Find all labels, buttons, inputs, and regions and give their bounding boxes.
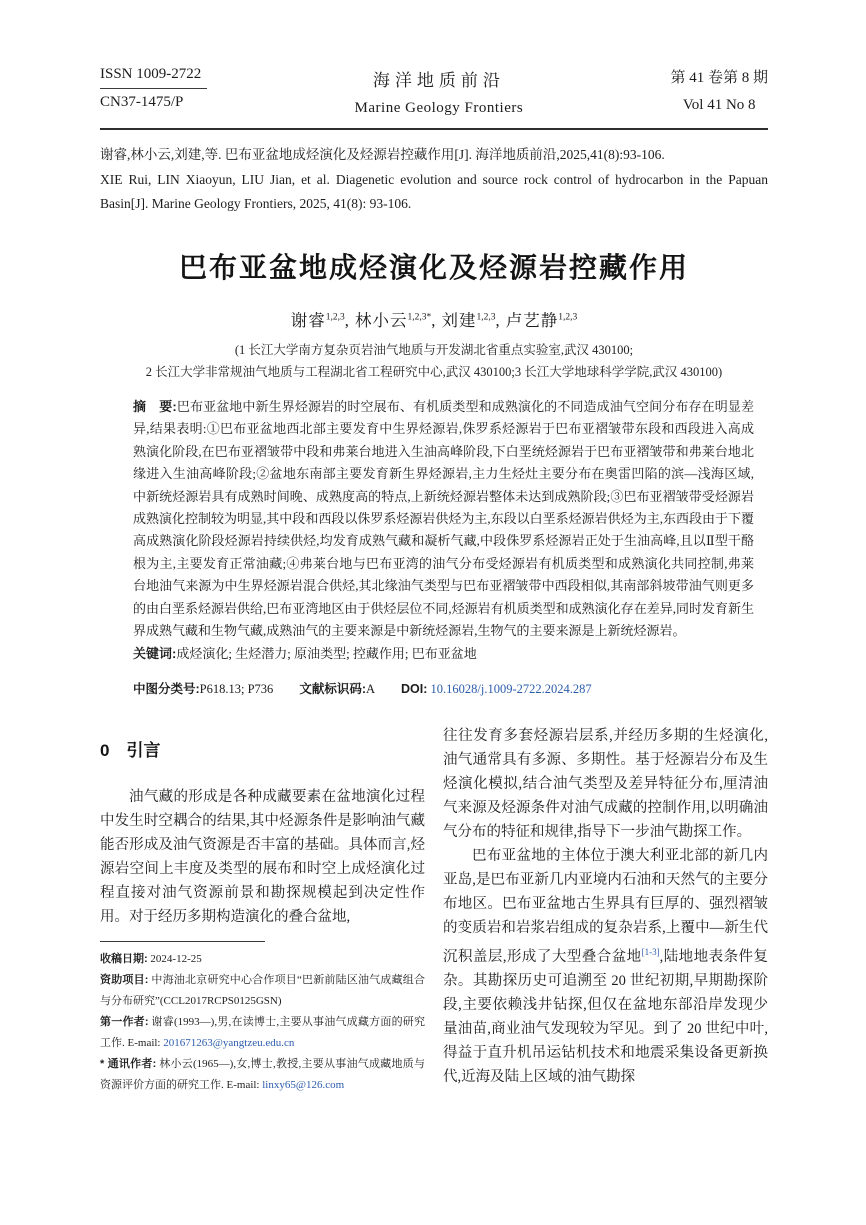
footnote-received: 收稿日期: 2024-12-25 — [100, 953, 202, 966]
footnote-divider — [100, 941, 265, 942]
footnote-corresponding-author: * 通讯作者: 林小云(1965—),女,博士,教授,主要从事油气成藏地质与资源评价方面的研究工作. E-mail: linxy65@126.com — [100, 1058, 426, 1092]
abstract-text: 巴布亚盆地中新生界烃源岩的时空展布、有机质类型和成熟演化的不同造成油气空间分布存在明显差异,结果表明:①巴布亚盆地西北部主要发育中生界烃源岩,侏罗系烃源岩于巴布亚褶皱带东段和西段进入高成熟演化阶段,在巴布亚褶皱带中段和弗莱台地进入生油高峰阶段,下白垩统烃源岩于巴布亚褶皱带和弗莱台地北缘进入生油高峰阶段;②盆地东南部主要发育新生界烃源岩,主力生烃灶主要分布在奥雷凹陷的滨—浅海区域,中新统烃源岩具有成熟时间晚、成熟度高的特点,上新统烃源岩整体未达到成熟阶段;③巴布亚褶皱带受烃源岩成熟演化控制较为明显,其中段和西段以侏罗系烃源岩供烃为主,东段以白垩系烃源岩供烃为主,东西段由于下覆高成熟演化阶段烃源岩持续供烃,均发育成熟气藏和凝析气藏,中段侏罗系烃源岩正处于生油高峰,且以Ⅱ型干酪根为主,主要发育正常油藏;④弗莱台地与巴布亚湾的油气分布受烃源岩有机质类型和成熟演化共同控制,弗莱台地油气来源为中生界烃源岩混合供烃,其北缘油气类型与巴布亚褶皱带中西段相似,其南部斜坡带油气则更多的由白垩系烃源岩供给,巴布亚湾地区由于供烃层位不同,烃源岩有机质类型和成熟演化存在差异,同时发育新生界成熟气藏和生物气藏,成熟油气的主要来源是中新统烃源岩,生物气的主要来源是上新统烃源岩。 — [133, 399, 754, 639]
left-column — [100, 724, 425, 1096]
keywords-text: 成烃演化; 生烃潜力; 原油类型; 控藏作用; 巴布亚盆地 — [176, 646, 477, 662]
citation-en: XIE Rui, LIN Xiaoyun, LIU Jian, et al. Diagenetic evolution and source rock control of hydrocarbon in the Papuan Basin[J]. Marine Geology Frontiers, 2025, 41(8): 93-106. — [100, 172, 768, 211]
journal-title-block — [355, 66, 524, 117]
right-column — [443, 724, 768, 1096]
journal-title-cn: 海洋地质前沿 — [372, 71, 505, 90]
doc-code-value: A — [365, 682, 376, 697]
two-column-body — [100, 724, 768, 1096]
footnote-funding: 资助项目: 中海油北京研究中心合作项目“巴新前陆区油气成藏组合与分布研究”(CCL2017RCPS0125GSN) — [100, 974, 425, 1008]
corresponding-email-link[interactable]: linxy65@126.com — [262, 1079, 345, 1092]
issue-cn: 第 41 卷第 8 期 — [670, 70, 768, 86]
journal-title-en: Marine Geology Frontiers — [354, 100, 524, 116]
article-title: 巴布亚盆地成烃演化及烃源岩控藏作用 — [178, 252, 689, 283]
first-author-email-link[interactable]: 201671263@yangtzeu.edu.cn — [163, 1037, 295, 1050]
issue-block — [670, 66, 768, 114]
author-affil-sup: 1,2,3* — [407, 312, 432, 323]
header-divider — [100, 128, 768, 130]
author-line — [100, 307, 768, 331]
keywords-label: 关键词: — [133, 646, 177, 662]
citation-cn: 谢睿,林小云,刘建,等. 巴布亚盆地成烃演化及烃源岩控藏作用[J]. 海洋地质前沿,2025,41(8):93-106. — [100, 147, 665, 162]
reference-citation-link[interactable]: [1-3] — [641, 947, 660, 958]
body-paragraph: 往往发育多套烃源岩层系,并经历多期的生烃演化,油气通常具有多源、多期性。基于烃源岩分布及生烃演化模拟,结合油气类型及差异特征分布,厘清油气来源及烃源条件对油气成藏的控制作用,以明确油气分布的特征和规律,指导下一步油气勘探工作。 — [443, 728, 768, 841]
meta-line — [133, 678, 754, 700]
abstract-label: 摘 要: — [133, 399, 177, 414]
issn-number: ISSN 1009-2722 — [100, 66, 207, 89]
author: 刘建$^{1,2,3}$, — [441, 311, 501, 330]
author: 林小云$^{1,2,3*}$, — [355, 311, 437, 330]
author-affil-sup: 1,2,3 — [476, 312, 496, 323]
doi-label: DOI: — [401, 682, 428, 697]
clc-value: P618.13; P736 — [199, 682, 274, 697]
body-paragraph: 巴布亚盆地的主体位于澳大利亚北部的新几内亚岛,是巴布亚新几内亚境内石油和天然气的主要分布地区。巴布亚盆地古生界具有巨厚的、强烈褶皱的变质岩和岩浆岩组成的复杂岩系,上覆中—新生代沉积盖层,形成了大型叠合盆地[1-3],陆地地表条件复杂。其勘探历史可追溯至 20 世纪初期,早期勘探阶段,主要依赖浅井钻探,但仅在盆地东部沿岸发现少量油苗,商业油气发现较为罕见。到了 20 世纪中叶,得益于直升机吊运钻机技术和地震采集设备更新换代,近海及陆上区域的油气勘探 — [443, 848, 768, 1086]
section-heading-introduction: 0 引言 — [100, 741, 161, 761]
author: 谢睿$^{1,2,3}$, — [290, 311, 350, 330]
author: 卢艺静$^{1,2,3}$ — [505, 311, 578, 330]
author-affil-sup: 1,2,3 — [325, 312, 345, 323]
journal-id-block — [100, 66, 207, 111]
footnote-first-author: 第一作者: 谢睿(1993—),男,在读博士,主要从事油气成藏方面的研究工作. E-mail: 201671263@yangtzeu.edu.cn — [100, 1016, 426, 1050]
abstract-paragraph — [133, 396, 754, 642]
clc-label: 中图分类号: — [133, 682, 200, 697]
doc-code-label: 文献标识码: — [299, 682, 366, 697]
issue-en: Vol 41 No 8 — [682, 97, 756, 113]
keywords-line — [133, 643, 754, 665]
cn-number: CN37-1475/P — [100, 94, 184, 110]
citation-block — [100, 143, 768, 216]
journal-header — [100, 66, 768, 117]
affiliation-line: (1 长江大学南方复杂页岩油气地质与开发湖北省重点实验室,武汉 430100; — [234, 343, 634, 357]
affiliation-line: 2 长江大学非常规油气地质与工程湖北省工程研究中心,武汉 430100;3 长江大学地球科学学院,武汉 430100) — [145, 364, 723, 379]
author-affil-sup: 1,2,3 — [558, 312, 578, 323]
body-paragraph: 油气藏的形成是各种成藏要素在盆地演化过程中发生时空耦合的结果,其中烃源条件是影响油气藏能否形成及油气资源是否丰富的基础。具体而言,烃源岩空间上丰度及类型的展布和时空上成烃演化过程直接对油气资源前景和勘探规模起到决定性作用。对于经历多期构造演化的叠合盆地, — [100, 789, 425, 926]
abstract-block — [133, 396, 754, 700]
affiliations — [100, 340, 768, 383]
doi-link[interactable]: 10.16028/j.1009-2722.2024.287 — [430, 682, 592, 697]
